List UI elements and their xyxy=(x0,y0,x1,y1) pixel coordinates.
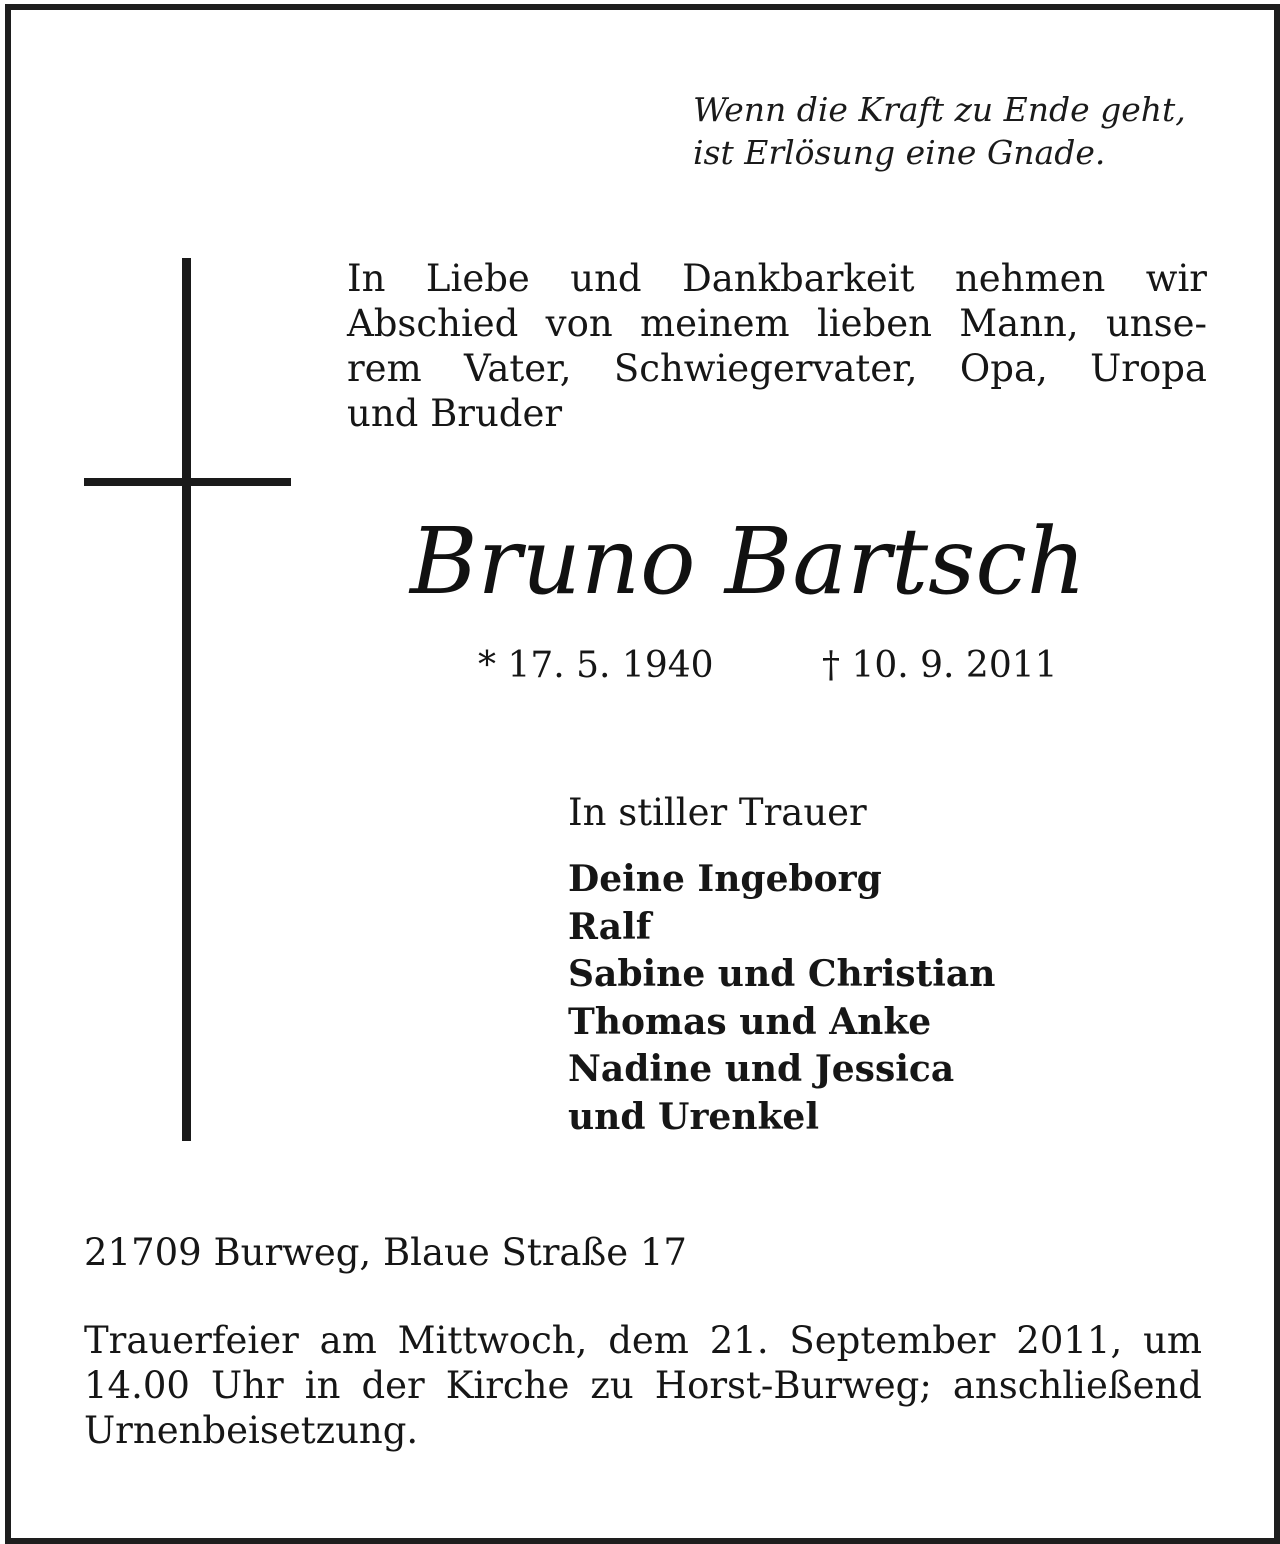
service-line: 14.00 Uhr in der Kirche zu Horst-Burweg; anschließend xyxy=(84,1364,1202,1407)
birth-date: * 17. 5. 1940 xyxy=(478,645,714,686)
obituary-frame xyxy=(5,4,1280,1544)
deceased-name: Bruno Bartsch xyxy=(410,508,1087,615)
mourning-label: In stiller Trauer xyxy=(568,791,867,834)
mourner-name: Ralf xyxy=(568,905,652,948)
mourner-name: Thomas und Anke xyxy=(568,1000,932,1043)
intro-line: und Bruder xyxy=(347,392,563,435)
mourner-name: Deine Ingeborg xyxy=(568,858,882,900)
intro-line: In Liebe und Dankbarkeit nehmen wir xyxy=(347,257,1207,300)
address: 21709 Burweg, Blaue Straße 17 xyxy=(84,1231,687,1274)
mourners-list xyxy=(568,856,995,1141)
mourner-name: Sabine und Christian xyxy=(568,953,996,995)
mourner-name: und Urenkel xyxy=(568,1095,820,1138)
intro-line: Abschied von meinem lieben Mann, unse- xyxy=(347,302,1207,345)
motto-line: ist Erlösung eine Gnade. xyxy=(693,133,1106,172)
cross-icon-crossbar xyxy=(84,478,291,486)
death-date: † 10. 9. 2011 xyxy=(822,645,1058,686)
motto-line: Wenn die Kraft zu Ende geht, xyxy=(693,90,1186,129)
cross-icon xyxy=(182,258,191,1141)
mourner-name: Nadine und Jessica xyxy=(568,1048,955,1090)
service-line: Urnenbeisetzung. xyxy=(84,1409,419,1452)
service-line: Trauerfeier am Mittwoch, dem 21. September 2011, um xyxy=(84,1319,1202,1362)
intro-line: rem Vater, Schwiegervater, Opa, Uropa xyxy=(347,347,1207,390)
service-info xyxy=(84,1318,1202,1453)
motto-quote xyxy=(693,88,1186,174)
intro-text xyxy=(347,256,1207,436)
